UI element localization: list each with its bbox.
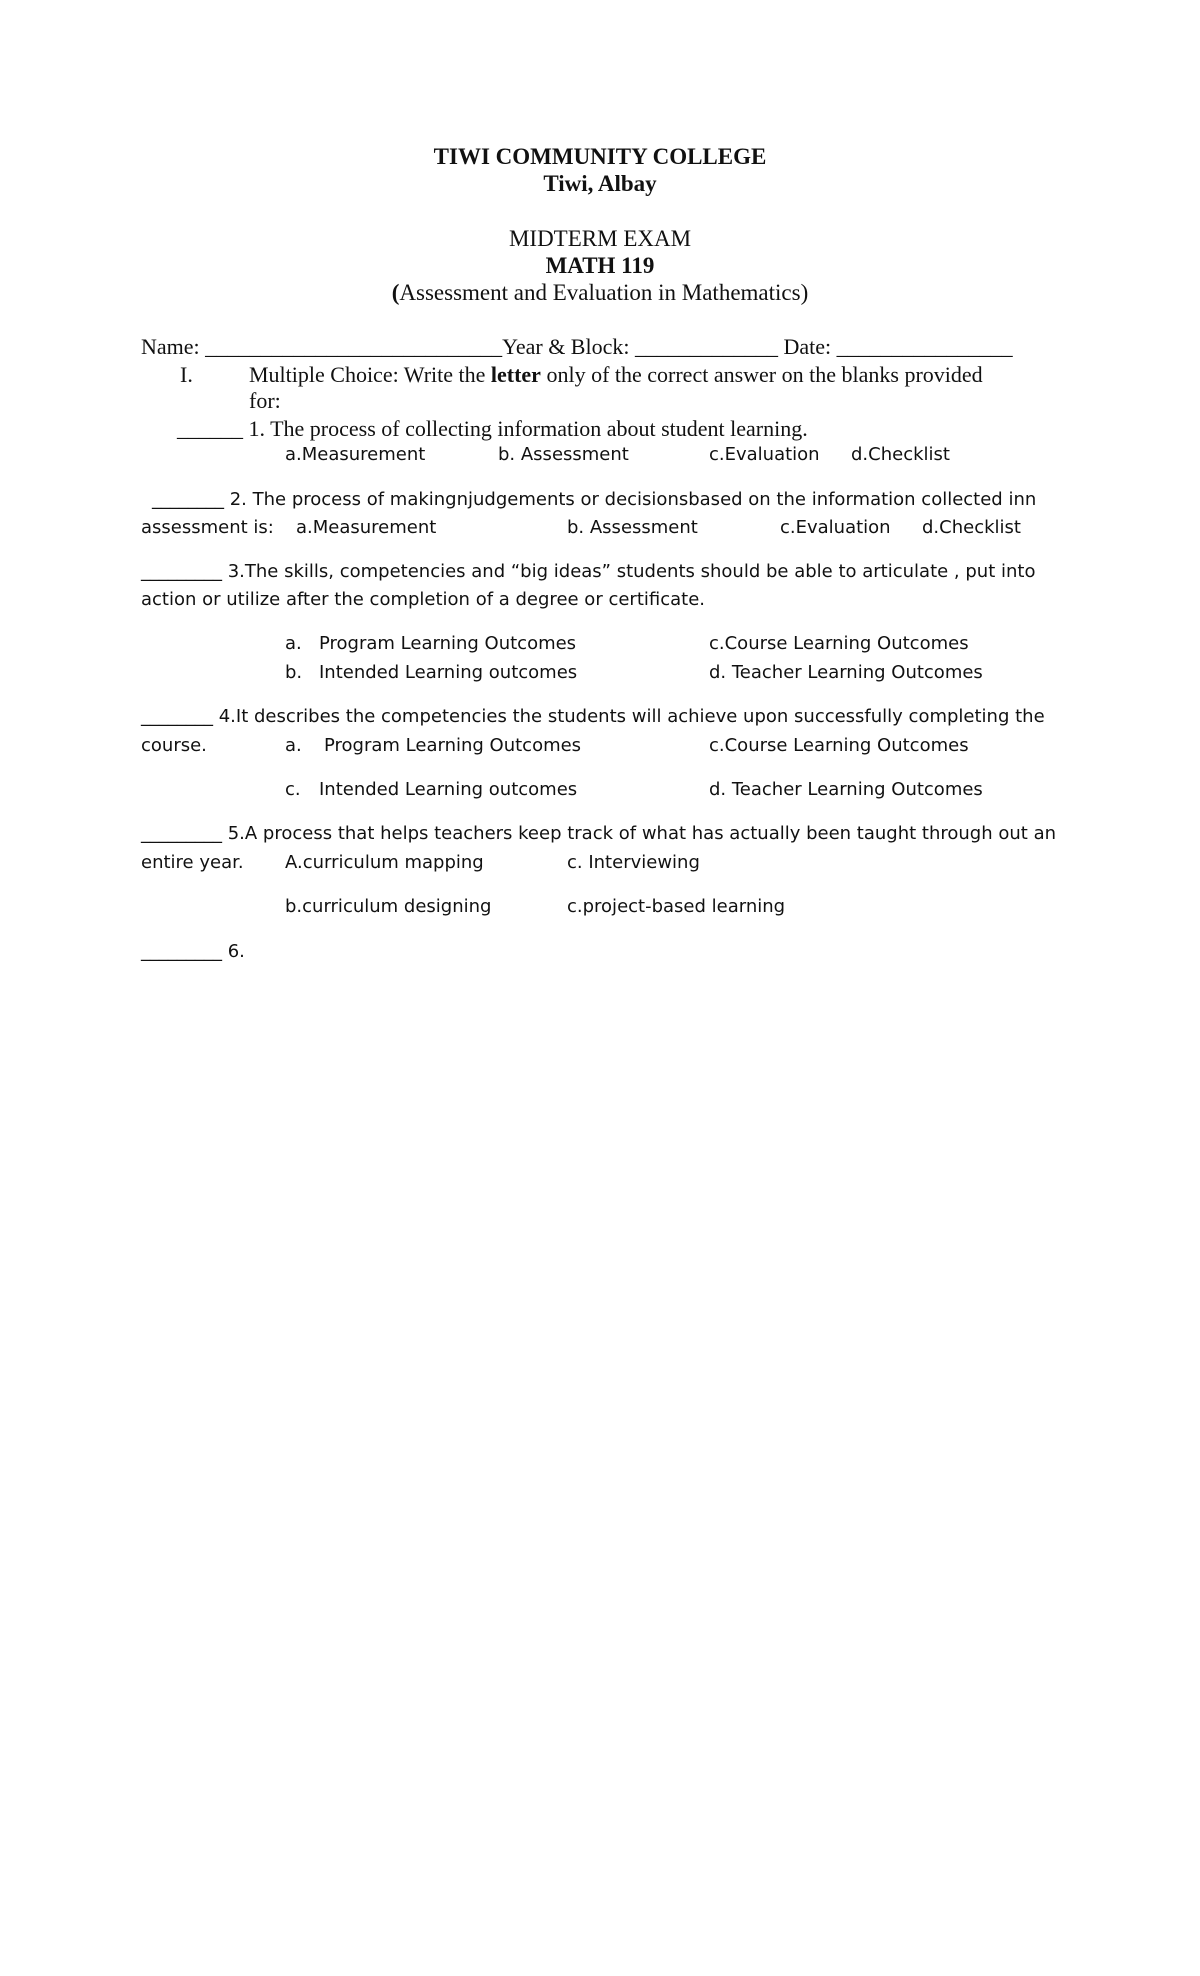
course-code: MATH 119	[545, 253, 655, 278]
college-name: TIWI COMMUNITY COLLEGE	[433, 144, 767, 169]
name-label: Name:	[141, 334, 200, 359]
answer-blank-2[interactable]: ________	[152, 489, 224, 510]
q3-option-c: c.Course Learning Outcomes	[709, 633, 969, 654]
q5-option-c: c. Interviewing	[567, 852, 700, 873]
course-title-text: Assessment and Evaluation in Mathematics)	[399, 280, 809, 305]
q4-option-b: Intended Learning outcomes	[319, 779, 578, 800]
answer-blank-5[interactable]: _________	[141, 823, 222, 844]
q4-option-d: d. Teacher Learning Outcomes	[709, 779, 983, 800]
q1-option-a: a.Measurement	[285, 444, 426, 465]
instruction-pre: Multiple Choice: Write the	[249, 362, 491, 387]
q2-option-b: b. Assessment	[567, 517, 698, 538]
q1-option-d: d.Checklist	[851, 444, 950, 465]
exam-title: MIDTERM EXAM	[508, 226, 692, 251]
section-instruction-cont: for:	[249, 388, 281, 413]
q2-option-c: c.Evaluation	[780, 517, 891, 538]
answer-blank-4[interactable]: ________	[141, 706, 213, 727]
answer-blank-1[interactable]: ______	[177, 416, 243, 441]
question-3-text: 3.The skills, competencies and “big ideas” students should be able to articulate , put into	[222, 561, 1036, 582]
date-label: Date:	[783, 334, 832, 359]
q5-option-a: A.curriculum mapping	[285, 852, 484, 873]
q1-option-b: b. Assessment	[498, 444, 629, 465]
q4-option-a: Program Learning Outcomes	[324, 735, 582, 756]
question-2	[152, 486, 1036, 514]
date-field[interactable]: ________________	[836, 334, 1013, 359]
name-field[interactable]: ___________________________	[205, 334, 503, 359]
question-4	[141, 703, 1045, 731]
answer-blank-3[interactable]: _________	[141, 561, 222, 582]
q4-option-c: c.Course Learning Outcomes	[709, 735, 969, 756]
q5-option-d: c.project-based learning	[567, 896, 786, 917]
section-numeral: I.	[180, 362, 193, 387]
q2-option-d: d.Checklist	[922, 517, 1021, 538]
question-4-text: 4.It describes the competencies the students will achieve upon successfully completing the	[213, 706, 1045, 727]
question-5-text: 5.A process that helps teachers keep track of what has actually been taught through out an	[222, 823, 1057, 844]
q3-option-a-letter: a.	[285, 633, 302, 654]
question-1	[177, 415, 808, 443]
q3-option-d: d. Teacher Learning Outcomes	[709, 662, 983, 683]
year-block-label: Year & Block:	[502, 334, 630, 359]
q5-option-b: b.curriculum designing	[285, 896, 492, 917]
answer-blank-6[interactable]: _________	[141, 941, 222, 962]
question-6	[141, 938, 245, 966]
q1-option-c: c.Evaluation	[709, 444, 820, 465]
question-2-cont: assessment is:	[141, 517, 274, 538]
course-title	[0, 279, 1200, 307]
question-6-text: 6.	[222, 941, 245, 962]
question-4-cont: course.	[141, 735, 207, 756]
instruction-bold: letter	[490, 362, 541, 387]
year-block-field[interactable]: _____________	[634, 334, 778, 359]
info-line	[141, 333, 1013, 361]
question-2-text: 2. The process of makingnjudgements or decisionsbased on the information collected inn	[224, 489, 1037, 510]
question-5-cont: entire year.	[141, 852, 244, 873]
question-3-cont: action or utilize after the completion of a degree or certificate.	[141, 589, 705, 610]
question-1-text: 1. The process of collecting information about student learning.	[243, 416, 808, 441]
section-instruction	[249, 361, 983, 389]
question-5	[141, 820, 1056, 848]
instruction-post: only of the correct answer on the blanks provided	[540, 362, 983, 387]
q4-option-a-letter: a.	[285, 735, 302, 756]
q3-option-b-letter: b.	[285, 662, 303, 683]
college-location: Tiwi, Albay	[543, 171, 657, 196]
q3-option-a: Program Learning Outcomes	[319, 633, 577, 654]
q4-option-b-letter: c.	[285, 779, 301, 800]
q3-option-b: Intended Learning outcomes	[319, 662, 578, 683]
course-title-paren: (	[391, 280, 400, 305]
q2-option-a: a.Measurement	[296, 517, 437, 538]
question-3	[141, 558, 1035, 586]
